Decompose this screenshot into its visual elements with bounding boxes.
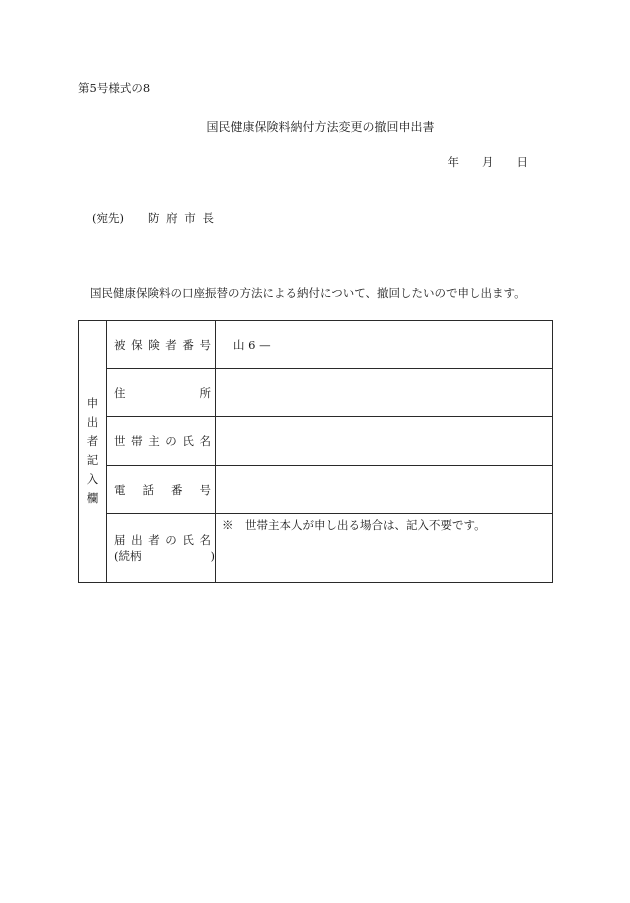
document-title: 国民健康保険料納付方法変更の撤回申出書 xyxy=(206,120,435,134)
householder-name-label: 世 帯 主 の 氏 名 xyxy=(114,434,211,448)
request-statement: 国民健康保険料の口座振替の方法による納付について、撤回したいので申し出ます。 xyxy=(90,286,526,300)
insured-number-value-cell xyxy=(216,321,553,369)
phone-number-label-cell xyxy=(107,466,216,514)
addressee-name: 防 府 市 長 xyxy=(148,211,216,225)
table-row xyxy=(79,369,553,417)
submitter-name-label-cell xyxy=(107,514,216,583)
householder-name-label-cell xyxy=(107,417,216,466)
table-row xyxy=(79,321,553,369)
submitter-name-value-cell xyxy=(216,514,553,583)
applicant-entry-table xyxy=(78,320,553,583)
insured-number-label: 被 保 険 者 番 号 xyxy=(114,337,211,352)
submitter-name-label: 届 出 者 の 氏 名 xyxy=(114,533,211,547)
submitter-note: ※ 世帯主本人が申し出る場合は、記入不要です。 xyxy=(222,518,486,532)
table-row xyxy=(79,466,553,514)
householder-name-value-cell xyxy=(216,417,553,466)
table-row xyxy=(79,417,553,466)
table-row xyxy=(79,514,553,583)
phone-number-label: 電 話 番 号 xyxy=(114,482,211,497)
date-line: 年 月 日 xyxy=(447,155,528,169)
insured-number-label-cell xyxy=(107,321,216,369)
section-label-cell xyxy=(79,321,107,583)
address-label: 住 所 xyxy=(114,385,211,400)
addressee-label: (宛先) xyxy=(92,211,124,225)
address-value-cell xyxy=(216,369,553,417)
section-label: 申出者記入欄 xyxy=(85,396,100,511)
relationship-label: (続柄 ) xyxy=(114,549,215,563)
phone-number-value-cell xyxy=(216,466,553,514)
address-label-cell xyxy=(107,369,216,417)
form-number: 第5号様式の8 xyxy=(78,81,151,95)
insured-number-value: 山 6 — xyxy=(233,337,271,352)
